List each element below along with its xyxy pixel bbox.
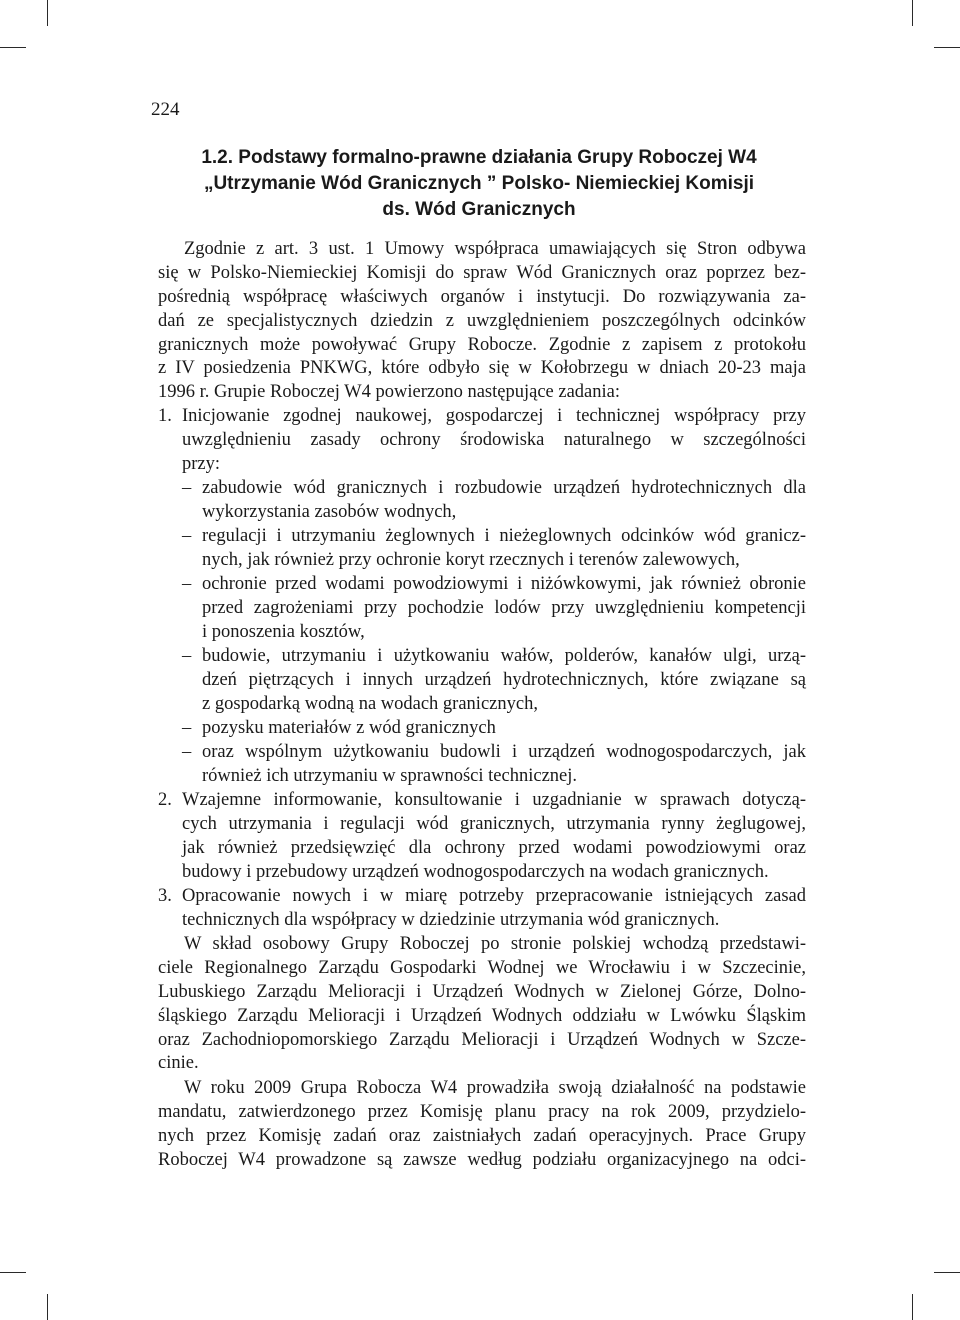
page-number: 224 <box>151 99 180 120</box>
text-line: przy: <box>182 453 221 474</box>
text-line: zabudowie wód granicznych i rozbudowie urządzeń hydrotechnicznych dla <box>202 478 806 498</box>
dash-bullet: – <box>182 718 192 738</box>
dash-bullet: – <box>182 478 192 498</box>
crop-mark <box>0 47 26 48</box>
text-line: technicznych dla współpracy w dziedzinie utrzymania wód granicznych. <box>182 909 720 930</box>
dash-bullet: – <box>182 646 192 666</box>
text-line: cych utrzymania i regulacji wód granicznych, utrzymania rynny żeglugowej, <box>182 813 806 834</box>
text-line: budowy i przebudowy urządzeń wodnogospodarczych na wodach granicznych. <box>182 861 769 882</box>
list-number: 3. <box>158 886 172 906</box>
text-line: z IV posiedzenia PNKWG, które odbyło się w Kołobrzegu w dniach 20-23 maja <box>158 358 806 379</box>
text-line: budowie, utrzymaniu i użytkowaniu wałów, polderów, kanałów ulgi, urzą- <box>202 646 806 666</box>
text-line: dzeń piętrzących i innych urządzeń hydrotechnicznych, które związane są <box>202 669 806 690</box>
text-line: uwzględnieniu zasady ochrony środowiska naturalnego w szczególności <box>182 429 806 450</box>
list-number: 2. <box>158 790 172 810</box>
text-line: mandatu, zatwierdzonego przez Komisję planu pracy na rok 2009, przydzielo- <box>158 1101 806 1122</box>
crop-mark <box>47 1294 48 1320</box>
dash-bullet: – <box>182 574 192 594</box>
text-line: Lubuskiego Zarządu Melioracji i Urządzeń Wodnych w Zielonej Górze, Dolno- <box>158 981 806 1002</box>
text-line: oraz Zachodniopomorskiego Zarządu Melioracji i Urządzeń Wodnych w Szcze- <box>158 1029 806 1050</box>
heading-line: „Utrzymanie Wód Granicznych ” Polsko- Niemieckiej Komisji <box>203 173 755 194</box>
text-line: z gospodarką wodną na wodach granicznych, <box>202 693 538 714</box>
section-heading <box>158 145 800 223</box>
task-item-1 <box>158 405 806 477</box>
paragraph-composition <box>158 933 806 1076</box>
crop-mark <box>912 0 913 26</box>
heading-line: ds. Wód Granicznych <box>382 199 576 220</box>
dash-bullet: – <box>182 526 192 546</box>
text-line: Roboczej W4 prowadzone są zawsze według podziału organizacyjnego na odci- <box>158 1149 806 1170</box>
task-item-3 <box>158 885 806 933</box>
crop-mark <box>934 47 960 48</box>
text-line: Opracowanie nowych i w miarę potrzeby przepracowanie istniejących zasad <box>182 886 806 906</box>
text-line: Wzajemne informowanie, konsultowanie i uzgadnianie w sprawach dotyczą- <box>182 790 806 810</box>
crop-mark <box>934 1272 960 1273</box>
text-line: W roku 2009 Grupa Robocza W4 prowadziła swoją działalność na podstawie <box>184 1078 806 1098</box>
text-line: śląskiego Zarządu Melioracji i Urządzeń Wodnych oddziału w Lwówku Śląskim <box>158 1005 806 1026</box>
text-line: W skład osobowy Grupy Roboczej po stronie polskiej wchodzą przedstawi- <box>184 934 806 954</box>
dash-bullet: – <box>182 742 192 762</box>
text-line: i ponoszenia kosztów, <box>202 621 365 642</box>
list-number: 1. <box>158 406 172 426</box>
crop-mark <box>47 0 48 26</box>
heading-line: 1.2. Podstawy formalno-prawne działania Grupy Roboczej W4 <box>201 147 757 168</box>
text-line: nych przez Komisję zadań oraz zaistniałych zadań operacyjnych. Prace Grupy <box>158 1125 806 1146</box>
crop-mark <box>912 1294 913 1320</box>
text-line: wykorzystania zasobów wodnych, <box>202 501 457 522</box>
text-line: ochronie przed wodami powodziowymi i niżówkowymi, jak również obronie <box>202 574 806 594</box>
text-line: cinie. <box>158 1053 199 1074</box>
text-line: dań ze specjalistycznych dziedzin z uwzględnieniem poszczególnych odcinków <box>158 310 806 331</box>
text-line: granicznych może powoływać Grupy Robocze. Zgodnie z zapisem z protokołu <box>158 334 806 355</box>
text-line: Zgodnie z art. 3 ust. 1 Umowy współpraca umawiających się Stron odbywa <box>184 239 806 259</box>
text-line: regulacji i utrzymaniu żeglownych i nieżeglownych odcinków wód granicz- <box>202 526 806 546</box>
crop-mark <box>0 1272 26 1273</box>
text-line: ciele Regionalnego Zarządu Gospodarki Wodnej we Wrocławiu i w Szczecinie, <box>158 957 806 978</box>
text-line: również ich utrzymaniu w sprawności technicznej. <box>202 765 578 786</box>
intro-paragraph <box>158 238 806 405</box>
paragraph-activity-2009 <box>158 1077 806 1173</box>
text-line: 1996 r. Grupie Roboczej W4 powierzono następujące zadania: <box>158 382 620 403</box>
text-line: się w Polsko-Niemieckiej Komisji do spraw Wód Granicznych oraz poprzez bez- <box>158 262 806 283</box>
text-line: pozysku materiałów z wód granicznych <box>202 718 496 738</box>
text-line: Inicjowanie zgodnej naukowej, gospodarczej i technicznej współpracy przy <box>182 406 806 426</box>
text-line: nych, jak również przy ochronie koryt rzecznych i terenów zalewowych, <box>202 549 740 570</box>
task-item-2 <box>158 789 806 885</box>
text-line: przed zagrożeniami przy pochodzie lodów przy uwzględnieniu kompetencji <box>202 597 806 618</box>
text-line: oraz wspólnym użytkowaniu budowli i urządzeń wodnogospodarczych, jak <box>202 742 806 762</box>
text-line: jak również przedsięwzięć dla ochrony przed wodami powodziowymi oraz <box>182 837 806 858</box>
text-line: pośrednią współpracę właściwych organów i instytucji. Do rozwiązywania za- <box>158 286 806 307</box>
